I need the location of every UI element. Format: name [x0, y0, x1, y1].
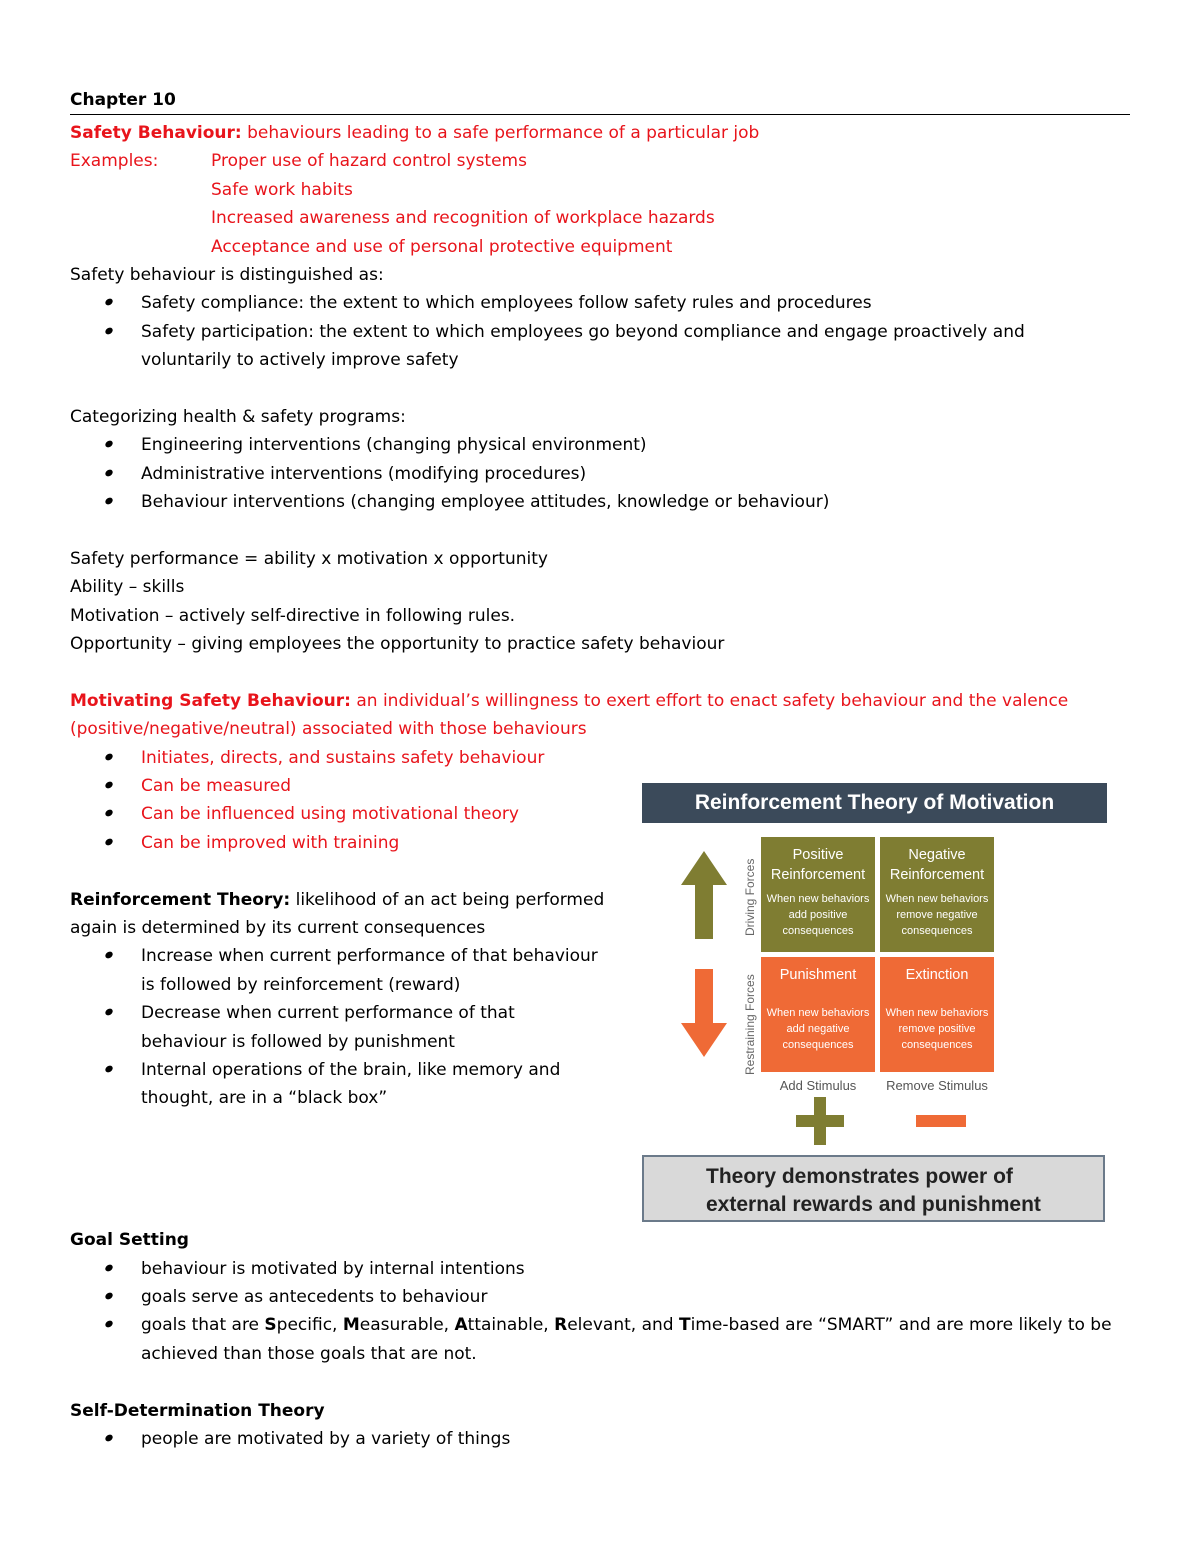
motivating-definition	[70, 687, 1130, 715]
example-row	[70, 147, 1130, 175]
diagram-footer: Theory demonstrates power of external rewards and punishment	[642, 1155, 1105, 1222]
restraining-forces-label: Restraining Forces	[743, 974, 757, 1075]
example-item: Acceptance and use of personal protective equipment	[211, 236, 673, 257]
plus-icon	[796, 1097, 844, 1145]
definition: an individual’s willingness to exert effort to enact safety behaviour and the valence	[350, 690, 1069, 711]
term: Motivating Safety Behaviour:	[70, 690, 351, 711]
up-arrow-icon	[679, 851, 729, 941]
list-item: behaviour is motivated by internal intentions	[70, 1255, 1130, 1283]
list-item: Internal operations of the brain, like memory and	[70, 1056, 1130, 1084]
list-item: Behaviour interventions (changing employee attitudes, knowledge or behaviour)	[70, 488, 1130, 516]
goal-setting-heading: Goal Setting	[70, 1230, 189, 1251]
examples-label: Examples:	[70, 151, 159, 172]
performance-line: Opportunity – giving employees the opportunity to practice safety behaviour	[70, 634, 725, 655]
extinction-cell: Extinction When new behaviors remove positive consequences	[880, 957, 994, 1072]
list-item: Increase when current performance of that behaviour	[70, 942, 1130, 970]
definition: behaviours leading to a safe performance of a particular job	[241, 123, 760, 143]
definition: likelihood of an act being performed	[290, 889, 605, 910]
list-item-continuation: is followed by reinforcement (reward)	[141, 974, 461, 995]
definition-continuation: again is determined by its current consequences	[70, 917, 486, 938]
list-item-continuation: voluntarily to actively improve safety	[141, 350, 459, 371]
performance-line: Ability – skills	[70, 577, 185, 598]
term: Safety Behaviour:	[70, 123, 242, 143]
document-page	[70, 86, 1130, 1453]
self-determination-heading: Self-Determination Theory	[70, 1400, 325, 1421]
safety-behaviour-definition	[70, 119, 1130, 147]
smart-item: goals that are Specific, Measurable, Attainable, Relevant, and Time-based are “SMART” and are more likely to be	[70, 1311, 1130, 1339]
add-stimulus-label: Add Stimulus	[779, 1078, 857, 1093]
diagram-title: Reinforcement Theory of Motivation	[642, 783, 1107, 823]
definition-continuation: (positive/negative/neutral) associated with those behaviours	[70, 719, 587, 740]
list-item: Safety compliance: the extent to which employees follow safety rules and procedures	[70, 289, 1130, 317]
example-item: Safe work habits	[211, 179, 353, 200]
categorizing-intro: Categorizing health & safety programs:	[70, 406, 406, 427]
list-item: Can be improved with training	[70, 829, 1130, 857]
remove-stimulus-label: Remove Stimulus	[886, 1078, 988, 1093]
chapter-heading: Chapter 10	[70, 86, 1130, 115]
list-item: Administrative interventions (modifying procedures)	[70, 460, 1130, 488]
distinguished-intro: Safety behaviour is distinguished as:	[70, 264, 384, 285]
list-item-continuation: achieved than those goals that are not.	[141, 1343, 477, 1364]
driving-forces-label: Driving Forces	[743, 858, 757, 936]
list-item: Can be measured	[70, 772, 1130, 800]
example-item: Proper use of hazard control systems	[211, 151, 527, 172]
down-arrow-icon	[679, 969, 729, 1059]
performance-line: Safety performance = ability x motivation x opportunity	[70, 548, 548, 569]
list-item: Decrease when current performance of that	[70, 999, 1130, 1027]
list-item: Initiates, directs, and sustains safety behaviour	[70, 744, 1130, 772]
example-item: Increased awareness and recognition of workplace hazards	[211, 208, 715, 229]
list-item: people are motivated by a variety of things	[70, 1425, 1130, 1453]
punishment-cell: Punishment When new behaviors add negative consequences	[761, 957, 875, 1072]
performance-line: Motivation – actively self-directive in following rules.	[70, 605, 516, 626]
list-item-continuation: behaviour is followed by punishment	[141, 1031, 455, 1052]
list-item: Can be influenced using motivational theory	[70, 800, 1130, 828]
term: Reinforcement Theory:	[70, 889, 291, 910]
minus-icon	[916, 1115, 966, 1129]
list-item-continuation: thought, are in a “black box”	[141, 1088, 388, 1109]
list-item: goals serve as antecedents to behaviour	[70, 1283, 1130, 1311]
reinforcement-diagram	[642, 783, 1109, 1226]
negative-reinforcement-cell: Negative Reinforcement When new behaviors remove negative consequences	[880, 837, 994, 952]
list-item: Safety participation: the extent to which employees go beyond compliance and engage proactively and	[70, 318, 1130, 346]
positive-reinforcement-cell: Positive Reinforcement When new behaviors add positive consequences	[761, 837, 875, 952]
list-item: Engineering interventions (changing physical environment)	[70, 431, 1130, 459]
